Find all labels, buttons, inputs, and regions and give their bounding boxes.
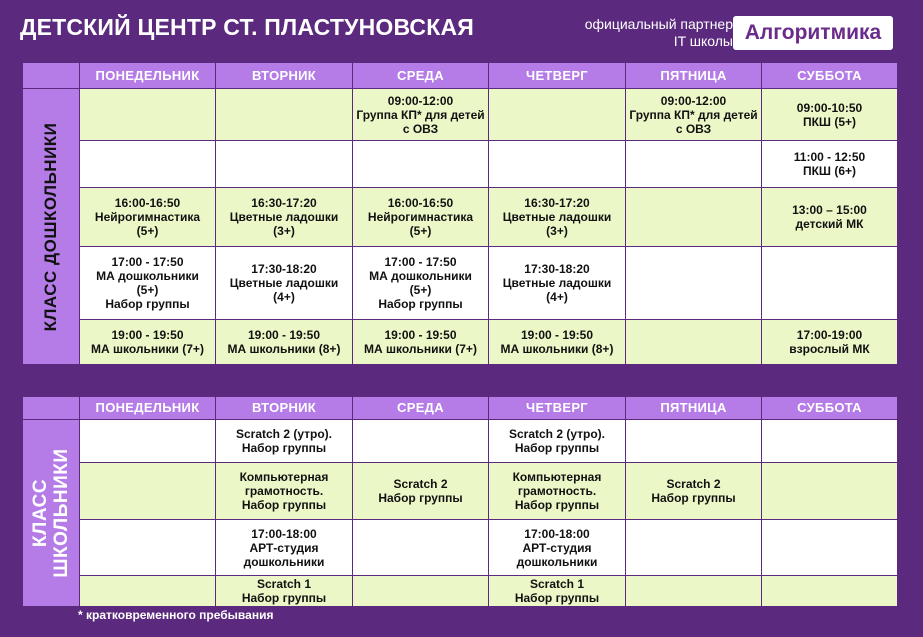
page-title: ДЕТСКИЙ ЦЕНТР СТ. ПЛАСТУНОВСКАЯ (20, 14, 475, 40)
table-row (23, 247, 898, 320)
schedule-cell: Scratch 1 Набор группы (216, 576, 353, 607)
schedule-cell (626, 520, 762, 576)
school-side-label-line-2: ШКОЛЬНИКИ (51, 448, 72, 578)
schedule-cell: Компьютерная грамотность. Набор группы (216, 463, 353, 520)
schedule-cell: 16:30-17:20 Цветные ладошки (3+) (489, 188, 626, 247)
table-row (23, 463, 898, 520)
day-header-friday: ПЯТНИЦА (626, 63, 762, 89)
school-side-label (23, 420, 80, 607)
schedule-cell (80, 520, 216, 576)
schedule-cell (353, 520, 489, 576)
partner-line-2: IT школы (673, 33, 733, 49)
schedule-cell: 19:00 - 19:50 МА школьники (8+) (216, 320, 353, 365)
partner-caption (585, 16, 733, 50)
table-row (23, 420, 898, 463)
corner-cell (23, 63, 80, 89)
schedule-cell: 09:00-10:50 ПКШ (5+) (762, 89, 898, 141)
table-row (23, 576, 898, 607)
schedule-cell (626, 320, 762, 365)
schedule-cell: 09:00-12:00 Группа КП* для детей с ОВЗ (626, 89, 762, 141)
schedule-cell: 17:00 - 17:50 МА дошкольники (5+) Набор группы (80, 247, 216, 320)
schedule-cell: Компьютерная грамотность. Набор группы (489, 463, 626, 520)
table-row (23, 141, 898, 188)
schedule-cell (626, 247, 762, 320)
schedule-cell (353, 576, 489, 607)
schedule-cell: 13:00 – 15:00 детский МК (762, 188, 898, 247)
schedule-cell: Scratch 2 (утро). Набор группы (216, 420, 353, 463)
algoritmika-logo: Алгоритмика (733, 16, 893, 50)
day-header-saturday: СУББОТА (762, 397, 898, 420)
day-header-monday: ПОНЕДЕЛЬНИК (80, 397, 216, 420)
day-header-monday: ПОНЕДЕЛЬНИК (80, 63, 216, 89)
schedule-cell (489, 89, 626, 141)
schedule-cell: 17:00-19:00 взрослый МК (762, 320, 898, 365)
schedule-cell (762, 576, 898, 607)
schedule-cell: Scratch 1 Набор группы (489, 576, 626, 607)
schedule-cell: 17:30-18:20 Цветные ладошки (4+) (489, 247, 626, 320)
school-schedule-table (22, 396, 898, 607)
schedule-cell: 17:30-18:20 Цветные ладошки (4+) (216, 247, 353, 320)
schedule-cell: Scratch 2 (утро). Набор группы (489, 420, 626, 463)
day-header-thursday: ЧЕТВЕРГ (489, 397, 626, 420)
schedule-cell (762, 247, 898, 320)
footnote: * кратковременного пребывания (78, 608, 274, 622)
schedule-cell (626, 188, 762, 247)
schedule-cell: 19:00 - 19:50 МА школьники (8+) (489, 320, 626, 365)
schedule-cell: 19:00 - 19:50 МА школьники (7+) (80, 320, 216, 365)
school-side-label-text (30, 448, 72, 577)
day-header-saturday: СУББОТА (762, 63, 898, 89)
day-header-row (23, 63, 898, 89)
schedule-cell (216, 141, 353, 188)
day-header-thursday: ЧЕТВЕРГ (489, 63, 626, 89)
corner-cell (23, 397, 80, 420)
table-row (23, 188, 898, 247)
schedule-cell (489, 141, 626, 188)
day-header-wednesday: СРЕДА (353, 397, 489, 420)
schedule-cell: 09:00-12:00 Группа КП* для детей с ОВЗ (353, 89, 489, 141)
schedule-cell (626, 420, 762, 463)
schedule-cell: 16:00-16:50 Нейрогимнастика (5+) (80, 188, 216, 247)
day-header-wednesday: СРЕДА (353, 63, 489, 89)
school-side-label-line-1: КЛАСС (30, 478, 51, 548)
day-header-tuesday: ВТОРНИК (216, 63, 353, 89)
day-header-friday: ПЯТНИЦА (626, 397, 762, 420)
schedule-cell (626, 141, 762, 188)
schedule-cell (80, 420, 216, 463)
schedule-cell (762, 520, 898, 576)
schedule-cell (762, 420, 898, 463)
schedule-cell: 17:00 - 17:50 МА дошкольники (5+) Набор группы (353, 247, 489, 320)
schedule-cell (216, 89, 353, 141)
preschool-side-label-text: КЛАСС ДОШКОЛЬНИКИ (41, 122, 60, 331)
schedule-cell (353, 141, 489, 188)
schedule-cell: 19:00 - 19:50 МА школьники (7+) (353, 320, 489, 365)
preschool-side-label (23, 89, 80, 365)
schedule-cell (762, 463, 898, 520)
schedule-cell (353, 420, 489, 463)
schedule-cell: 17:00-18:00 АРТ-студия дошкольники (489, 520, 626, 576)
day-header-row (23, 397, 898, 420)
schedule-cell: 11:00 - 12:50 ПКШ (6+) (762, 141, 898, 188)
schedule-cell: 16:30-17:20 Цветные ладошки (3+) (216, 188, 353, 247)
schedule-cell (80, 89, 216, 141)
schedule-cell (626, 576, 762, 607)
schedule-cell: Scratch 2 Набор группы (626, 463, 762, 520)
day-header-tuesday: ВТОРНИК (216, 397, 353, 420)
schedule-cell (80, 141, 216, 188)
preschool-schedule-table (22, 62, 898, 365)
table-row (23, 520, 898, 576)
partner-line-1: официальный партнер (584, 16, 733, 32)
schedule-cell: 17:00-18:00 АРТ-студия дошкольники (216, 520, 353, 576)
table-row (23, 320, 898, 365)
schedule-cell: 16:00-16:50 Нейрогимнастика (5+) (353, 188, 489, 247)
schedule-cell (80, 463, 216, 520)
schedule-cell (80, 576, 216, 607)
table-row (23, 89, 898, 141)
schedule-cell: Scratch 2 Набор группы (353, 463, 489, 520)
